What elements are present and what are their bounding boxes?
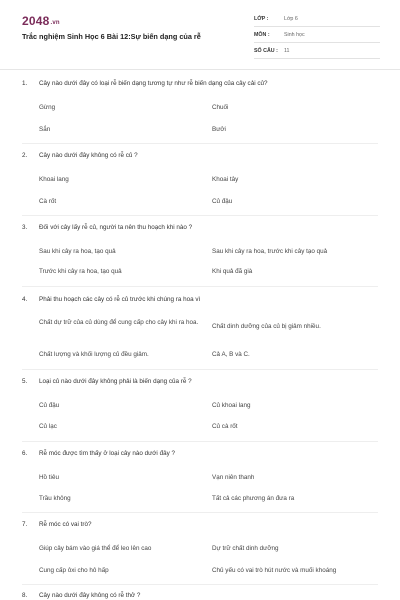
answer-option[interactable]: Giúp cây bám vào giá thể để leo lên cao [39, 545, 152, 552]
question-text: Loại củ nào dưới đây không phải là biến dạng của rễ ? [39, 378, 192, 385]
question-divider [22, 286, 378, 287]
answer-option[interactable]: Sau khi cây ra hoa, tạo quả [39, 248, 116, 255]
answer-option[interactable]: Chất dinh dưỡng của củ bị giảm nhiều. [212, 323, 321, 330]
question-text: Rễ móc được tìm thấy ở loại cây nào dưới đây ? [39, 450, 175, 457]
answer-option[interactable]: Củ đậu [39, 402, 60, 409]
header-divider [0, 69, 400, 70]
quiz-page: 2048.vn Trắc nghiệm Sinh Học 6 Bài 12:Sự biến dạng của rễ LỚP : Lớp 6 MÔN : Sinh học SỐ CÂU : 11 1. Cây nào dưới đây có loại rễ biến dạng tương tự như rễ biến dạng của cây cải củ? Gừng Chuối Sắn Bưởi 2. Cây nào dưới đây không có rễ củ ? Khoai lang Khoai tây Cà rốt Củ đậu 3. Đối với cây lấy rễ củ, người ta nên thu hoạch khi nào ? Sau khi cây ra hoa, tạo quả Sau khi cây ra hoa, trước khi cây tạo quả Trước khi cây ra hoa, tạo quả Khi quả đã già 4. Phải thu hoạch các cây có rễ củ trước khi chúng ra hoa vì Chất dự trữ của củ dùng để cung cấp cho cây khi ra hoa. Chất dinh dưỡng của củ bị giảm nhiều. Chất lượng và khối lượng củ đều giảm. Cả A, B và C. 5. Loại củ nào dưới đây không phải là biến dạng của rễ ? Củ đậu Củ khoai lang Củ lạc Củ cà rốt 6. Rễ móc được tìm thấy ở loại cây nào dưới đây ? Hồ tiêu Vạn niên thanh Trầu không Tất cả các phương án đưa ra 7. Rễ móc có vai trò? Giúp cây bám vào giá thể để leo lên cao Dự trữ chất dinh dưỡng Cung cấp ôxi cho hô hấp Chủ yếu có vai trò hút nước và muối khoáng 8. Cây nào dưới đây không có rễ thở ? [0, 0, 400, 600]
answer-option[interactable]: Chất lượng và khối lượng củ đều giảm. [39, 351, 149, 358]
meta-question-count: SỐ CÂU : 11 [254, 45, 380, 59]
question-text: Rễ móc có vai trò? [39, 521, 92, 528]
meta-class: LỚP : Lớp 6 [254, 13, 380, 27]
answer-option[interactable]: Cung cấp ôxi cho hô hấp [39, 567, 109, 574]
question-divider [22, 215, 378, 216]
question-text: Cây nào dưới đây không có rễ thở ? [39, 592, 141, 599]
meta-subject: MÔN : Sinh học [254, 29, 380, 43]
answer-option[interactable]: Gừng [39, 104, 56, 111]
answer-option[interactable]: Sau khi cây ra hoa, trước khi cây tạo quả [212, 248, 328, 255]
site-logo[interactable]: 2048.vn [22, 14, 60, 28]
answer-option[interactable]: Trước khi cây ra hoa, tạo quả [39, 268, 122, 275]
answer-option[interactable]: Khoai lang [39, 176, 69, 183]
question-divider [22, 584, 378, 585]
answer-option[interactable]: Củ đậu [212, 198, 233, 205]
answer-option[interactable]: Vạn niên thanh [212, 474, 255, 481]
question-divider [22, 441, 378, 442]
answer-option[interactable]: Củ cà rốt [212, 423, 238, 430]
question-text: Phải thu hoạch các cây có rễ củ trước khi chúng ra hoa vì [39, 296, 201, 303]
question-text: Cây nào dưới đây có loại rễ biến dạng tương tự như rễ biến dạng của cây cải củ? [39, 80, 268, 87]
quiz-title: Trắc nghiệm Sinh Học 6 Bài 12:Sự biến dạng của rễ [22, 32, 201, 41]
answer-option[interactable]: Khoai tây [212, 176, 239, 183]
answer-option[interactable]: Dự trữ chất dinh dưỡng [212, 545, 279, 552]
answer-option[interactable]: Củ khoai lang [212, 402, 251, 409]
answer-option[interactable]: Sắn [39, 126, 51, 133]
answer-option[interactable]: Bưởi [212, 126, 226, 133]
question-text: Đối với cây lấy rễ củ, người ta nên thu hoạch khi nào ? [39, 224, 193, 231]
answer-option[interactable]: Chất dự trữ của củ dùng để cung cấp cho cây khi ra hoa. [39, 319, 199, 326]
answer-option[interactable]: Cà rốt [39, 198, 57, 205]
question-divider [22, 143, 378, 144]
answer-option[interactable]: Cả A, B và C. [212, 351, 250, 358]
answer-option[interactable]: Trầu không [39, 495, 71, 502]
answer-option[interactable]: Củ lạc [39, 423, 57, 430]
question-divider [22, 369, 378, 370]
answer-option[interactable]: Khi quả đã già [212, 268, 253, 275]
answer-option[interactable]: Chủ yếu có vai trò hút nước và muối khoáng [212, 567, 337, 574]
page-header [0, 0, 400, 62]
answer-option[interactable]: Hồ tiêu [39, 474, 59, 481]
answer-option[interactable]: Chuối [212, 104, 229, 111]
question-text: Cây nào dưới đây không có rễ củ ? [39, 152, 138, 159]
question-divider [22, 512, 378, 513]
answer-option[interactable]: Tất cả các phương án đưa ra [212, 495, 295, 502]
